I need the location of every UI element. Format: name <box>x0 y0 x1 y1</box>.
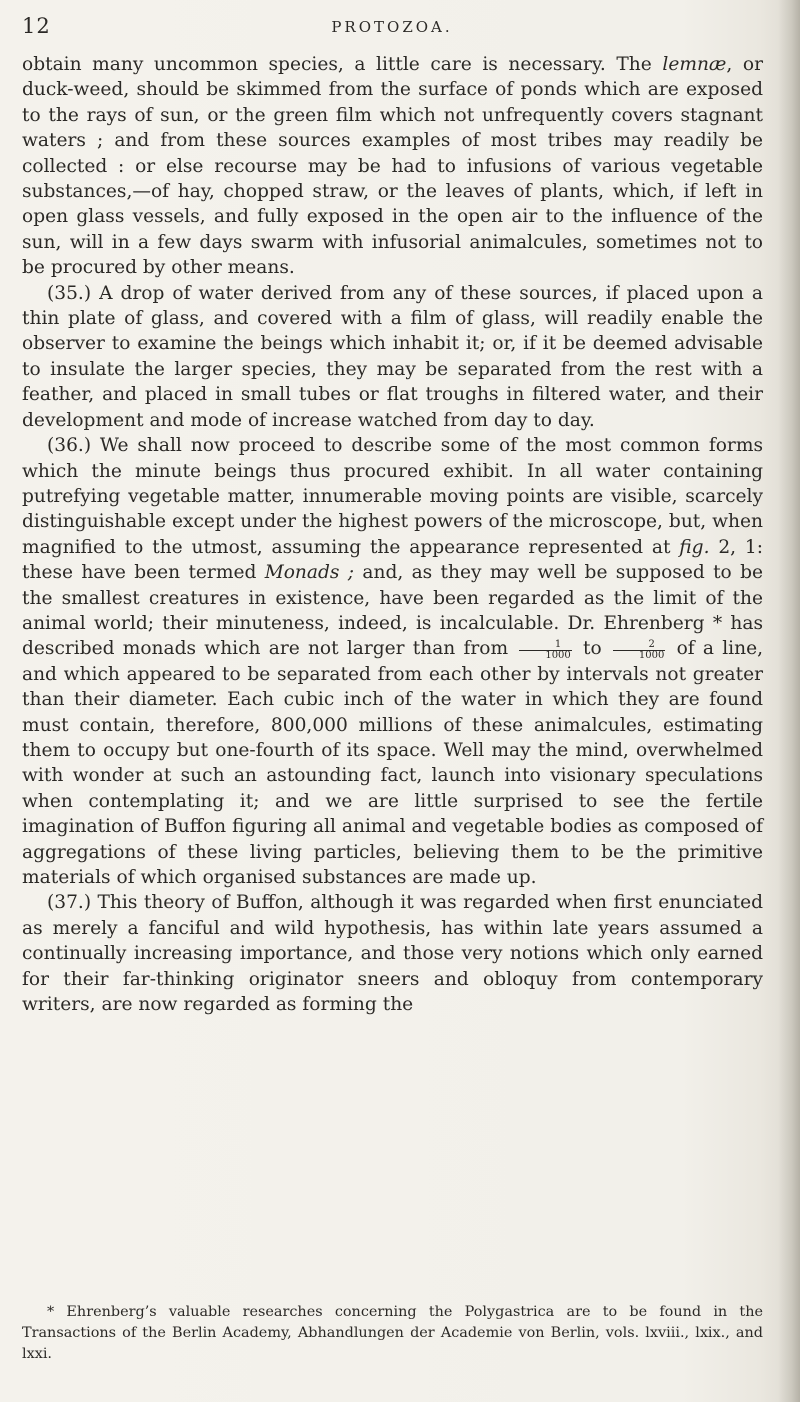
fraction-one-thousandth <box>519 640 571 661</box>
page-number: 12 <box>22 14 51 38</box>
fraction-numerator: 2 <box>613 640 665 651</box>
text-run: obtain many uncommon species, a little care is necessary. The <box>22 54 663 75</box>
fraction-denominator: 1000 <box>638 650 665 662</box>
paragraph-continuation <box>22 52 763 281</box>
fraction-numerator: 1 <box>519 640 571 651</box>
body-text <box>22 52 763 1017</box>
text-run: of a line, and which appeared to be separated from each other by intervals not greater than their diameter. Each cubic inch of the water in which they are found must contain, therefore, 800,000 millions of these animalcules, estimating them to occupy but one-fourth of its space. Well may the mind, overwhelmed with wonder at such an astounding fact, launch into visionary speculations when contemplating it; and we are little surprised to see the fertile imagination of Buffon figuring all animal and vegetable bodies as composed of aggregations of these living particles, believing them to be the primitive materials of which organised substances are made up. <box>22 638 763 888</box>
paragraph-36 <box>22 433 763 890</box>
page-edge-shadow <box>778 0 800 1402</box>
text-run: , or duck-weed, should be skimmed from the surface of ponds which are exposed to the rays of sun, or the green film which not unfrequently covers stagnant waters ; and from these sources examples of most tribes may readily be collected : or else recourse may be had to infusions of various vegetable substances,—of hay, chopped straw, or the leaves of plants, which, if left in open glass vessels, and fully exposed in the open air to the influence of the sun, will in a few days swarm with infusorial animalcules, sometimes not to be procured by other means. <box>22 54 763 279</box>
paragraph-37: (37.) This theory of Buffon, although it was regarded when first enunciated as merely a fanciful and wild hypothesis, has within late years assumed a continually increasing importance, and those very notions which only earned for their far-thinking originator sneers and obloquy from contemporary writers, are now regarded as forming the <box>22 892 763 1016</box>
paragraph-35: (35.) A drop of water derived from any of these sources, if placed upon a thin plate of glass, and covered with a film of glass, will readily enable the observer to examine the beings which inhabit it; or, if it be deemed advisable to insulate the larger species, they may be separated from the rest with a feather, and placed in small tubes or flat troughs in filtered water, and their development and mode of increase watched from day to day. <box>22 282 763 431</box>
fraction-denominator: 1000 <box>545 650 571 662</box>
text-run: to <box>574 638 610 660</box>
fraction-two-thousandths <box>613 640 665 661</box>
italic-term-lemnae: lemnæ <box>662 54 727 75</box>
text-run: (36.) We shall now proceed to describe some of the most common forms which the minute beings thus procured exhibit. In all water containing putrefying vegetable matter, innumerable moving points are visible, scarcely distinguishable except under the highest powers of the microscope, but, when magnified to the utmost, assuming the appearance represented at <box>22 435 763 558</box>
footnote-text: * Ehrenberg’s valuable researches concerning the Polygastrica are to be found in the Transactions of the Berlin Academy, Abhandlungen der Academie von Berlin, vols. lxviii., lxix., and lxxi. <box>22 1304 763 1362</box>
italic-term-monads: Monads ; <box>264 562 355 584</box>
italic-fig-reference: fig. <box>679 536 710 558</box>
footnote <box>22 1302 763 1365</box>
running-head: PROTOZOA. <box>331 18 453 36</box>
text-run: 2, 1: these have been termed <box>22 536 763 584</box>
text-run: and, as they may well be supposed to be the smallest creatures in existence, have been regarded as the limit of the animal world; their minuteness, indeed, is incalculable. Dr. Ehrenberg * has described monads which are not larger than from <box>22 562 763 660</box>
page-header <box>22 14 762 44</box>
